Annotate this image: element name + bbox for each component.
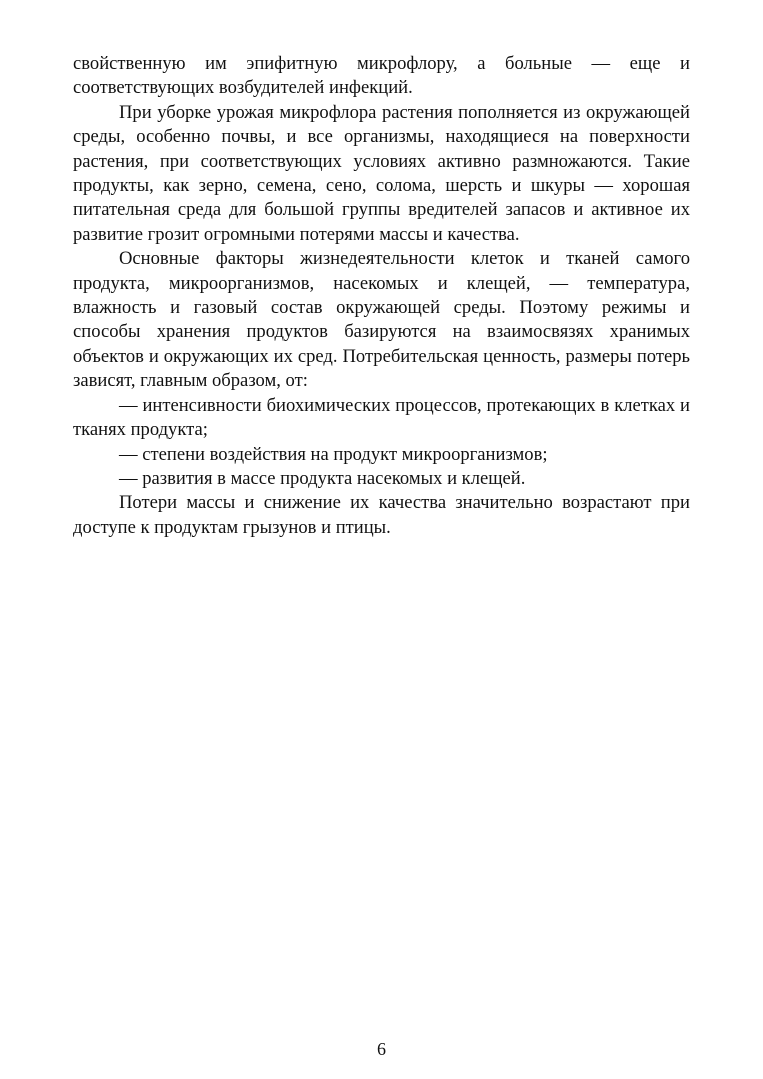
paragraph-continuation: свойственную им эпифитную микрофлору, а больные — еще и соответствующих возбудителей инфекций. xyxy=(73,53,690,99)
body-text xyxy=(73,52,690,540)
paragraph-rodents-birds: Потери массы и снижение их качества значительно возрастают при доступе к продуктам грызунов и птицы. xyxy=(73,492,690,538)
list-item-microorganisms: — степени воздействия на продукт микроорганизмов; xyxy=(119,443,548,465)
paragraph-main-factors: Основные факторы жизнедеятельности клеток и тканей самого продукта, микроорганизмов, насекомых и клещей, — температура, влажность и газовый состав окружающей среды. Поэтому режимы и способы хранения продуктов базируются на взаимосвязях хранимых объектов и окружающих их сред. Потребительская ценность, размеры потерь зависят, главным образом, от: xyxy=(73,248,690,392)
page-number: 6 xyxy=(377,1039,386,1059)
list-item-biochemical: — интенсивности биохимических процессов, протекающих в клетках и тканях продукта; xyxy=(73,394,690,441)
paragraph-harvest-microflora: При уборке урожая микрофлора растения пополняется из окружающей среды, особенно почвы, и все организмы, находящиеся на поверхности растения, при соответствующих условиях активно размножаются. Такие продукты, как зерно, семена, сено, солома, шерсть и шкуры — хорошая питательная среда для большой группы вредителей запасов и активное их развитие грозит огромными потерями массы и качества. xyxy=(73,101,690,245)
list-item-insects: — развития в массе продукта насекомых и клещей. xyxy=(119,467,526,489)
